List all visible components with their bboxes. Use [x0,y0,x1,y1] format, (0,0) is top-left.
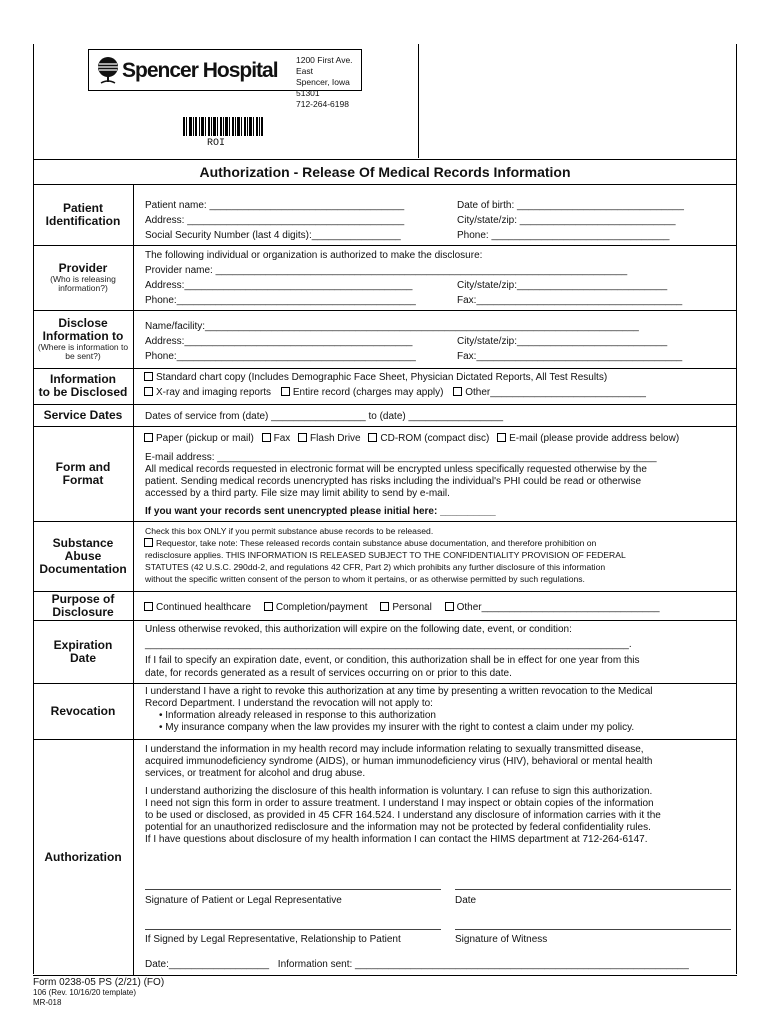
hospital-address [296,55,361,110]
disclose-to-section [33,310,737,369]
address-line-2: Spencer, Iowa 51301 [296,77,350,98]
label-line: Information to [42,329,124,343]
section-label [33,310,134,368]
hospital-logo-block [88,49,362,109]
encryption-note-line: accessed by a third party. File size may limit ability to send by e-mail. [145,488,450,499]
provider-phone-field[interactable]: Phone:___________________________________________ [145,295,416,306]
section-label [33,426,134,521]
address-line-1: 1200 First Ave. East [296,55,353,76]
tree-logo-icon [95,56,121,84]
witness-signature-line[interactable] [455,929,731,930]
other-info-field[interactable]: Other____________________________ [465,387,646,398]
label-line: Service Dates [43,407,123,422]
other-purpose-checkbox[interactable] [445,602,454,611]
section-content [145,739,727,975]
substance-notice-line: without the specific written consent of the person to whom it pertains, or as otherwise permitted by such regulations. [145,574,585,584]
form-footer [33,977,164,1008]
paper-checkbox[interactable] [144,433,153,442]
personal-checkbox[interactable] [380,602,389,611]
date-sent-field[interactable]: Date:__________________ [145,959,270,970]
label-line: Form and [55,459,111,474]
ssn-field[interactable]: Social Security Number (last 4 digits):________________ [145,230,401,241]
patient-name-field[interactable]: Patient name: ___________________________________ [145,200,405,211]
label-placement-box [418,44,737,158]
authorization-line: potential for an unauthorized redisclosure and the information may not be protected by federal confidentiality rules. [145,822,651,833]
entire-record-checkbox[interactable] [281,387,290,396]
label-line: Expiration [53,637,113,652]
substance-notice-line: redisclosure applies. THIS INFORMATION IS RELEASED SUBJECT TO THE CONFIDENTIALITY PROVISION OF FEDERAL [145,550,626,560]
section-label [33,620,134,683]
flash-drive-label: Flash Drive [310,433,361,444]
form-header [33,44,737,159]
section-label [33,683,134,739]
recipient-address-field[interactable]: Address:_________________________________________ [145,336,413,347]
revocation-line: Record Department. I understand the revocation will not apply to: [145,698,433,709]
section-label [33,368,134,404]
provider-name-field[interactable]: Provider name: __________________________________________________________________________ [145,265,628,276]
patient-identification-section [33,184,737,246]
authorization-line: services, or treatment for alcohol and drug abuse. [145,768,366,779]
section-content [145,245,727,310]
provider-fax-field[interactable]: Fax:_____________________________________ [457,295,683,306]
authorization-section [33,739,737,976]
flash-drive-checkbox[interactable] [298,433,307,442]
relationship-label: If Signed by Legal Representative, Relationship to Patient [145,934,401,945]
service-dates-field[interactable]: Dates of service from (date) _________________ to (date) _________________ [145,411,504,422]
substance-instruction: Check this box ONLY if you permit substance abuse records to be released. [145,526,434,536]
provider-intro: The following individual or organization is authorized to make the disclosure: [145,250,483,261]
authorization-line: acquired immunodeficiency syndrome (AIDS), or human immunodeficiency virus (HIV), behavioral or mental health [145,756,653,767]
xray-checkbox[interactable] [144,387,153,396]
provider-city-field[interactable]: City/state/zip:___________________________ [457,280,668,291]
patient-city-field[interactable]: City/state/zip: ____________________________ [457,215,676,226]
recipient-fax-field[interactable]: Fax:_____________________________________ [457,351,683,362]
email-address-field[interactable]: E-mail address: _______________________________________________________________________________ [145,452,657,463]
expiration-field[interactable]: _______________________________________________________________________________________. [145,639,632,650]
authorization-line: If I have questions about disclosure of my health information I can contact the HIMS department at 712-264-6147. [145,834,648,845]
other-purpose-field[interactable]: Other________________________________ [456,602,660,613]
label-subtext: (Where is information to be sent?) [37,342,129,361]
provider-section [33,245,737,311]
purpose-section [33,591,737,621]
label-line: Patient [62,200,103,215]
section-content [145,683,727,739]
authorization-line: I understand authorizing the disclosure of this health information is voluntary. I can refuse to sign this authorization. [145,786,653,797]
revocation-bullet: • My insurance company when the law provides my insurer with the right to contest a claim under my policy. [159,722,635,733]
cd-rom-label: CD-ROM (compact disc) [380,433,490,444]
service-dates-section [33,404,737,427]
section-content [145,426,727,521]
hospital-name: Spencer Hospital [122,59,278,82]
standard-chart-checkbox[interactable] [144,372,153,381]
section-label [33,404,134,426]
barcode-icon [183,117,263,136]
patient-phone-field[interactable]: Phone: ________________________________ [457,230,670,241]
section-label [33,184,134,245]
revocation-line: I understand I have a right to revoke this authorization at any time by presenting a written revocation to the Medical [145,686,653,697]
recipient-name-field[interactable]: Name/facility:______________________________________________________________________________ [145,321,639,332]
label-line: Disclosure [52,604,114,619]
label-line: Substance [52,535,114,550]
template-revision: 106 (Rev. 10/16/20 template) [33,988,137,997]
label-line: Date [69,650,96,665]
section-content [145,620,727,683]
label-line: Disclose [58,316,108,330]
revocation-bullet: • Information already released in response to this authorization [159,710,436,721]
recipient-phone-field[interactable]: Phone:___________________________________________ [145,351,416,362]
personal-label: Personal [392,602,432,613]
barcode-label: ROI [207,138,226,149]
encryption-note-line: All medical records requested in electronic format will be encrypted unless specifically requested otherwise by the [145,464,647,475]
date-of-birth-field[interactable]: Date of birth: ______________________________ [457,200,684,211]
fax-label: Fax [273,433,291,444]
label-line: Authorization [44,849,122,864]
section-content [145,184,727,245]
xray-label: X-ray and imaging reports [156,387,272,398]
label-subtext: (Who is releasing information?) [50,274,116,293]
authorization-line: I understand the information in my health record may include information relating to sexually transmitted disease, [145,744,644,755]
form-number: Form 0238-05 PS (2/21) (FO) [33,977,165,988]
label-line: Provider [58,261,108,275]
section-content [145,310,727,368]
patient-address-field[interactable]: Address: _______________________________________ [145,215,405,226]
label-line: Abuse [64,548,102,563]
substance-abuse-checkbox[interactable] [144,538,153,547]
label-line: Identification [45,213,121,228]
email-checkbox[interactable] [497,433,506,442]
provider-address-field[interactable]: Address:_________________________________________ [145,280,413,291]
unencrypted-initial-field[interactable]: If you want your records sent unencrypted please initial here: __________ [145,506,496,517]
cd-rom-checkbox[interactable] [368,433,377,442]
section-content [145,368,727,404]
information-disclosed-section [33,368,737,405]
completion-payment-checkbox[interactable] [264,602,273,611]
label-line: Information [50,372,116,386]
form-code: MR-018 [33,998,62,1007]
patient-signature-line[interactable] [145,889,441,890]
continued-healthcare-checkbox[interactable] [144,602,153,611]
form-title: Authorization - Release Of Medical Records Information [33,159,737,185]
authorization-line: to be used or disclosed, as provided in 45 CFR 164.524. I understand any disclosure of information carries with it the [145,810,661,821]
authorization-line: I need not sign this form in order to assure treatment. I understand I may inspect or obtain copies of the information [145,798,654,809]
section-label [33,521,134,591]
email-label: E-mail (please provide address below) [509,433,680,444]
substance-notice-line: STATUTES (42 U.S.C. 290dd-2, and regulations 42 CFR, Part 2) which prohibits any further disclosure of this information [145,562,606,572]
witness-label: Signature of Witness [455,934,548,945]
entire-record-label: Entire record (charges may apply) [292,387,444,398]
section-content [145,521,727,591]
form-and-format-section [33,426,737,522]
encryption-note-line: patient. Sending medical records unencrypted has risks including the individual's PHI could be read or otherwise [145,476,642,487]
date-label: Date [455,895,477,906]
information-sent-field[interactable]: Information sent: ____________________________________________________________ [277,959,689,970]
continued-healthcare-label: Continued healthcare [156,602,252,613]
fax-checkbox[interactable] [262,433,271,442]
recipient-city-field[interactable]: City/state/zip:___________________________ [457,336,668,347]
section-label [33,245,134,310]
paper-label: Paper (pickup or mail) [156,433,254,444]
date-signature-line[interactable] [455,889,731,890]
label-line: Revocation [50,703,116,718]
label-line: Format [62,472,104,487]
section-content [145,591,727,620]
label-line: to be Disclosed [38,385,128,399]
expiration-section [33,620,737,684]
expiration-note-line: date, for records generated as a result of services occurring on or prior to this date. [145,668,512,679]
expiration-intro: Unless otherwise revoked, this authorization will expire on the following date, event, or condition: [145,624,572,635]
completion-payment-label: Completion/payment [275,602,368,613]
revocation-section [33,683,737,740]
standard-chart-label: Standard chart copy (Includes Demographic Face Sheet, Physician Dictated Reports, All Test Results) [156,372,608,383]
other-info-checkbox[interactable] [453,387,462,396]
hospital-phone: 712-264-6198 [296,99,349,109]
section-label [33,591,134,620]
section-content [145,404,727,426]
patient-signature-label: Signature of Patient or Legal Representative [145,895,342,906]
expiration-note-line: If I fail to specify an expiration date, event, or condition, this authorization shall be in effect for one year from this [145,655,640,666]
label-line: Purpose of [51,591,115,606]
label-line: Documentation [39,561,127,576]
section-label [33,739,134,975]
substance-abuse-section [33,521,737,592]
relationship-line[interactable] [145,929,441,930]
substance-notice-line: Requestor, take note: These released records contain substance abuse documentation, and therefore prohibition on [156,538,597,548]
